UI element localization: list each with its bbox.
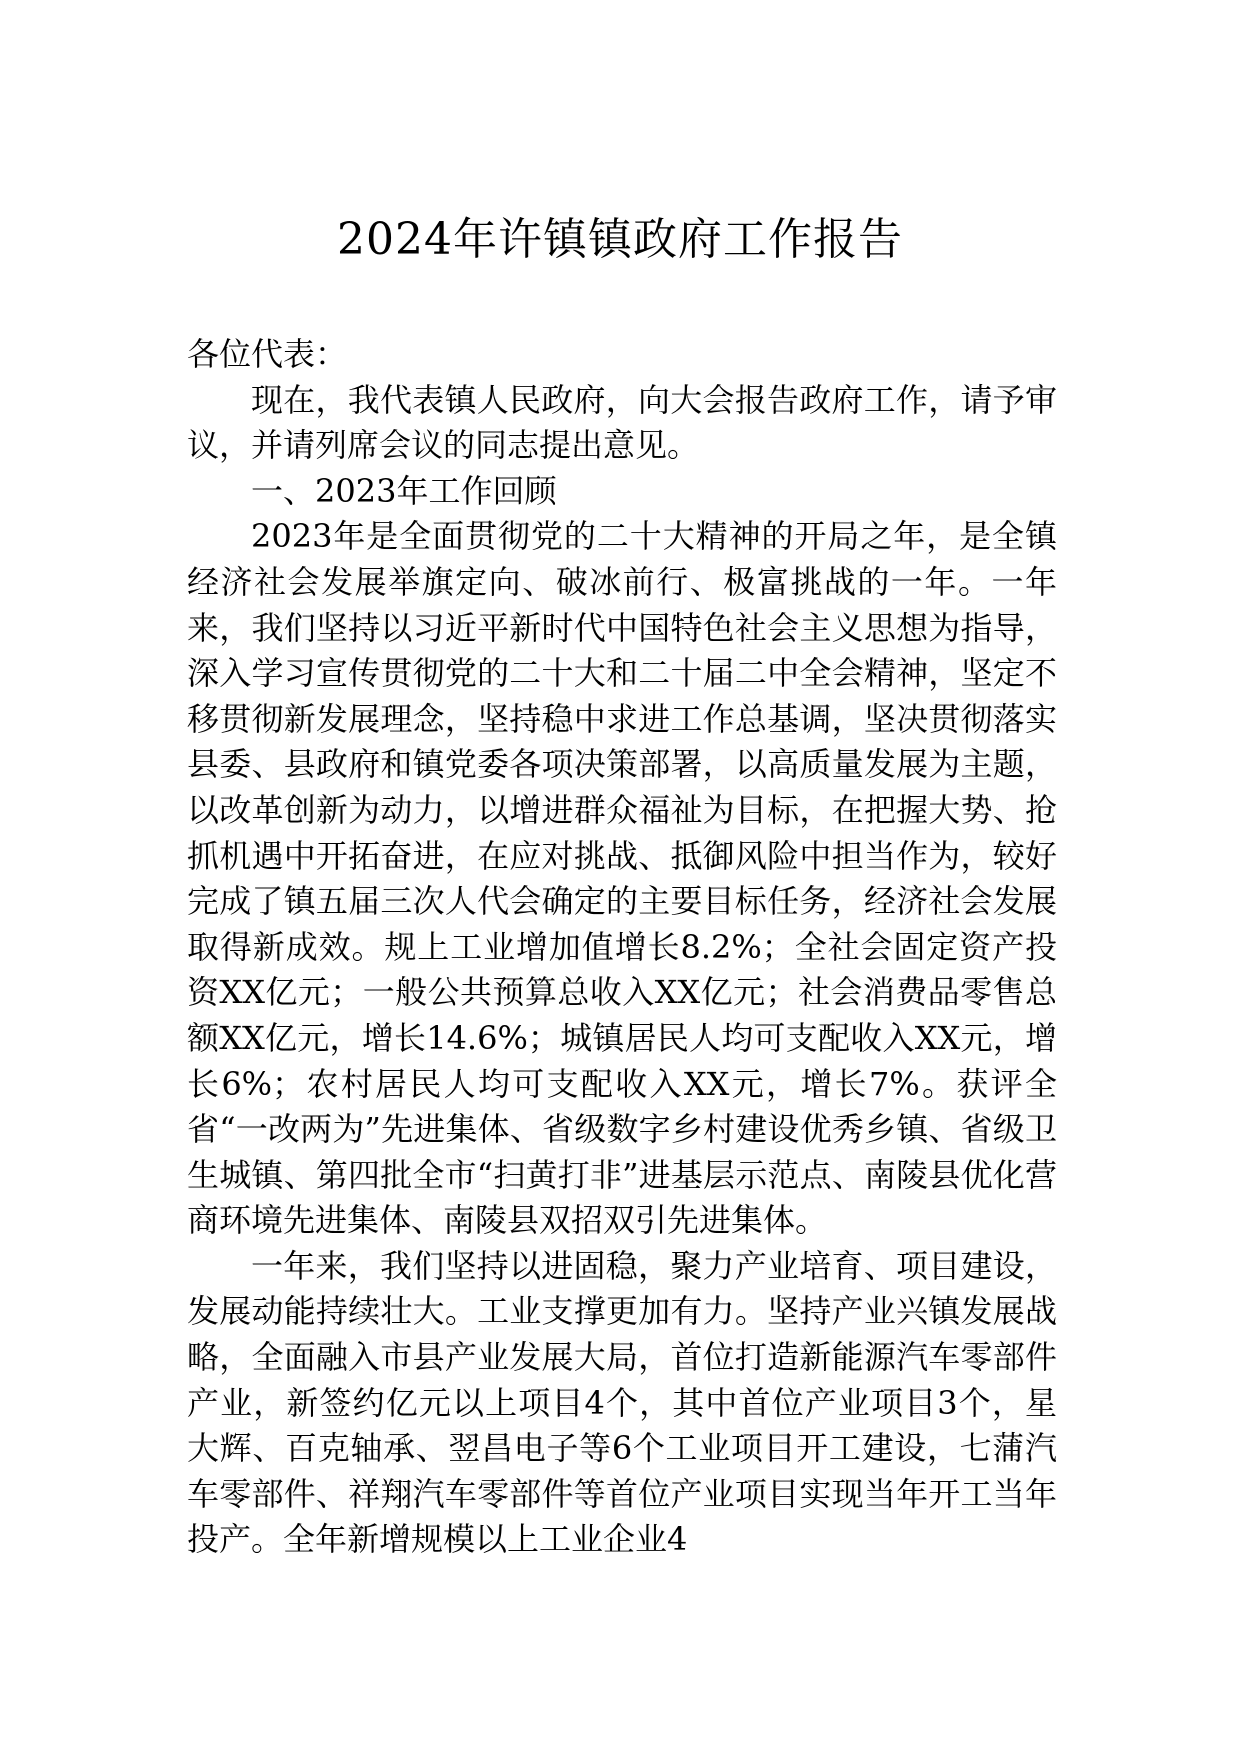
paragraph-opening: 现在，我代表镇人民政府，向大会报告政府工作，请予审议，并请列席会议的同志提出意见。 <box>187 380 1057 465</box>
section-heading: 一、2023年工作回顾 <box>251 471 557 510</box>
document-body <box>187 332 1057 1563</box>
salutation: 各位代表： <box>187 335 348 373</box>
paragraph-review: 2023年是全面贯彻党的二十大精神的开局之年，是全镇经济社会发展举旗定向、破冰前行、极富挑战的一年。一年来，我们坚持以习近平新时代中国特色社会主义思想为指导，深入学习宣传贯彻党的二十大和二十届二中全会精神，坚定不移贯彻新发展理念，坚持稳中求进工作总基调，坚决贯彻落实县委、县政府和镇党委各项决策部署，以高质量发展为主题，以改革创新为动力，以增进群众福祉为目标，在把握大势、抢抓机遇中开拓奋进，在应对挑战、抵御风险中担当作为，较好完成了镇五届三次人代会确定的主要目标任务，经济社会发展取得新成效。规上工业增加值增长8.2%；全社会固定资产投资XX亿元；一般公共预算总收入XX亿元；社会消费品零售总额XX亿元，增长14.6%；城镇居民人均可支配收入XX元，增长6%；农村居民人均可支配收入XX元，增长7%。获评全省“一改两为”先进集体、省级数字乡村建设优秀乡镇、省级卫生城镇、第四批全市“扫黄打非”进基层示范点、南陵县优化营商环境先进集体、南陵县双招双引先进集体。 <box>187 517 1057 1240</box>
document-title: 2024年许镇镇政府工作报告 <box>337 214 903 265</box>
paragraph-industry: 一年来，我们坚持以进固稳，聚力产业培育、项目建设，发展动能持续壮大。工业支撑更加有力。坚持产业兴镇发展战略，全面融入市县产业发展大局，首位打造新能源汽车零部件产业，新签约亿元以上项目4个，其中首位产业项目3个，星大辉、百克轴承、翌昌电子等6个工业项目开工建设，七蒲汽车零部件、祥翔汽车零部件等首位产业项目实现当年开工当年投产。全年新增规模以上工业企业4 <box>187 1246 1057 1559</box>
